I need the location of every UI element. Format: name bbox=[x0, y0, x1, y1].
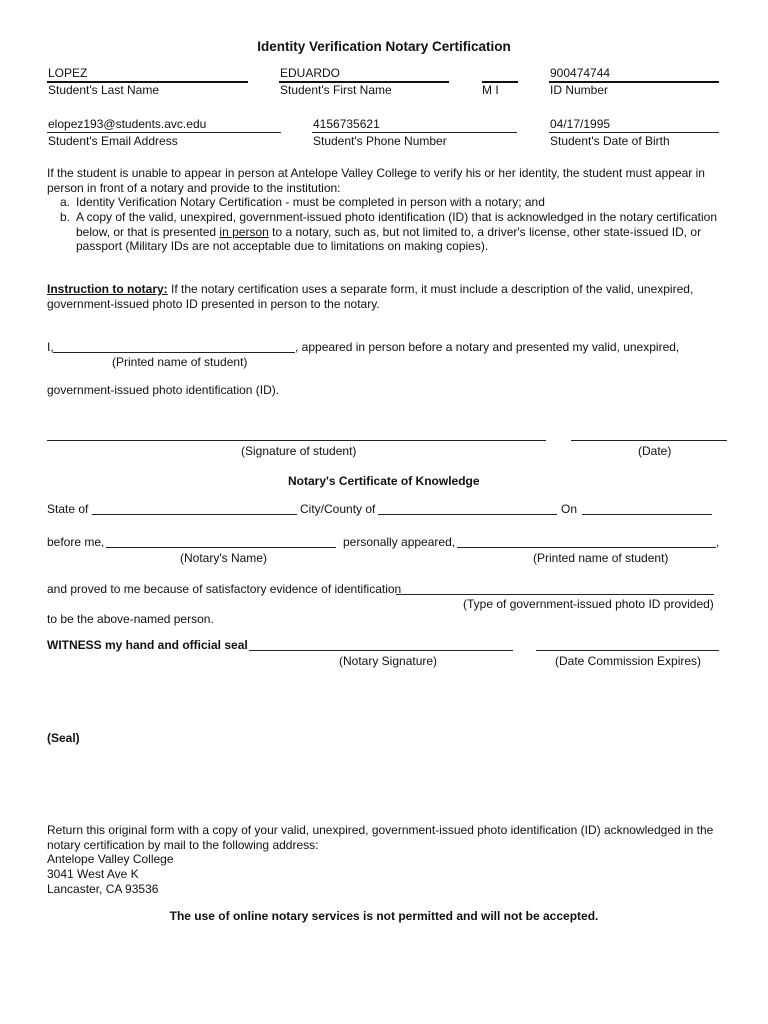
city-county-line[interactable] bbox=[378, 514, 557, 515]
instruction-heading: Instruction to notary: bbox=[47, 282, 168, 296]
email-label: Student's Email Address bbox=[48, 134, 178, 148]
address-line-1: Antelope Valley College bbox=[47, 852, 174, 866]
first-name-value[interactable]: EDUARDO bbox=[280, 66, 341, 80]
form-title: Identity Verification Notary Certification bbox=[257, 39, 511, 54]
phone-label: Student's Phone Number bbox=[313, 134, 447, 148]
first-name-label: Student's First Name bbox=[280, 83, 392, 97]
notary-signature-line[interactable] bbox=[249, 650, 513, 651]
item-b-underlined: in person bbox=[219, 224, 269, 239]
signature-label: (Signature of student) bbox=[241, 444, 357, 458]
intro-item-a bbox=[60, 195, 720, 210]
item-b-marker: b. bbox=[60, 210, 71, 224]
instruction-text: If the notary certification uses a separate form, it must include a description of the valid, unexpired, government-issued photo ID presented in person to the notary. bbox=[47, 282, 694, 311]
state-of-line[interactable] bbox=[92, 514, 297, 515]
id-type-line[interactable] bbox=[396, 594, 714, 595]
printed-name-label: (Printed name of student) bbox=[112, 355, 248, 369]
on-date-line[interactable] bbox=[582, 514, 712, 515]
notary-signature-label: (Notary Signature) bbox=[339, 654, 438, 668]
notary-name-label: (Notary's Name) bbox=[180, 551, 267, 565]
dob-line bbox=[549, 132, 719, 133]
statement-suffix: , appeared in person before a notary and presented my valid, unexpired, bbox=[295, 340, 680, 354]
statement-prefix: I, bbox=[47, 340, 54, 354]
printed-name-line[interactable] bbox=[53, 352, 295, 353]
email-value[interactable]: elopez193@students.avc.edu bbox=[48, 117, 207, 131]
date-line[interactable] bbox=[571, 440, 727, 441]
id-type-label: (Type of government-issued photo ID provided) bbox=[463, 597, 714, 611]
instruction-paragraph bbox=[47, 282, 727, 311]
commission-line[interactable] bbox=[536, 650, 719, 651]
address-line-3: Lancaster, CA 93536 bbox=[47, 882, 159, 896]
dob-label: Student's Date of Birth bbox=[550, 134, 670, 148]
on-label: On bbox=[561, 502, 578, 516]
city-county-label: City/County of bbox=[300, 502, 376, 516]
before-me-label: before me, bbox=[47, 535, 105, 549]
personally-appeared-label: personally appeared, bbox=[343, 535, 456, 549]
last-name-label: Student's Last Name bbox=[48, 83, 160, 97]
student-printed-name-line[interactable] bbox=[457, 547, 716, 548]
intro-item-b bbox=[60, 210, 720, 254]
phone-line bbox=[312, 132, 517, 133]
seal-label: (Seal) bbox=[47, 731, 80, 745]
item-a-marker: a. bbox=[60, 195, 71, 209]
intro-paragraph: If the student is unable to appear in person at Antelope Valley College to verify his or her identity, the student must appear in person in front of a notary and provide to the institution: bbox=[47, 166, 705, 195]
state-of-label: State of bbox=[47, 502, 89, 516]
mi-label: M I bbox=[482, 83, 499, 97]
item-a-text: Identity Verification Notary Certification - must be completed in person with a notary; and bbox=[76, 195, 545, 209]
return-paragraph: Return this original form with a copy of your valid, unexpired, government-issued photo identification (ID) acknowledged in the notary certification by mail to the following address: bbox=[47, 823, 714, 852]
proved-label: and proved to me because of satisfactory evidence of identification bbox=[47, 582, 402, 596]
above-named-label: to be the above-named person. bbox=[47, 612, 214, 626]
student-printed-name-label: (Printed name of student) bbox=[533, 551, 669, 565]
signature-line[interactable] bbox=[47, 440, 546, 441]
witness-label: WITNESS my hand and official seal bbox=[47, 638, 248, 652]
address-line-2: 3041 West Ave K bbox=[47, 867, 139, 881]
last-name-value[interactable]: LOPEZ bbox=[48, 66, 88, 80]
statement-line2: government-issued photo identification (ID). bbox=[47, 383, 280, 397]
phone-value[interactable]: 4156735621 bbox=[313, 117, 380, 131]
dob-value[interactable]: 04/17/1995 bbox=[550, 117, 611, 131]
date-label: (Date) bbox=[638, 444, 672, 458]
email-line bbox=[47, 132, 281, 133]
notary-name-line[interactable] bbox=[106, 547, 336, 548]
item-b-text-after: to a notary, such as, but not limited to, a driver's license, other state-issued ID, or passport (Military IDs are not acceptable due to limitations on making copies). bbox=[76, 224, 702, 254]
item-b-text-before: A copy of the valid, unexpired, government-issued photo identification (ID) that is acknowledged in the notary certification below, or that is presented bbox=[76, 210, 718, 239]
notary-heading: Notary's Certificate of Knowledge bbox=[288, 474, 480, 488]
id-number-label: ID Number bbox=[550, 83, 609, 97]
comma: , bbox=[716, 535, 720, 549]
id-number-value[interactable]: 900474744 bbox=[550, 66, 611, 80]
commission-label: (Date Commission Expires) bbox=[555, 654, 702, 668]
footer-notice: The use of online notary services is not permitted and will not be accepted. bbox=[169, 909, 599, 923]
